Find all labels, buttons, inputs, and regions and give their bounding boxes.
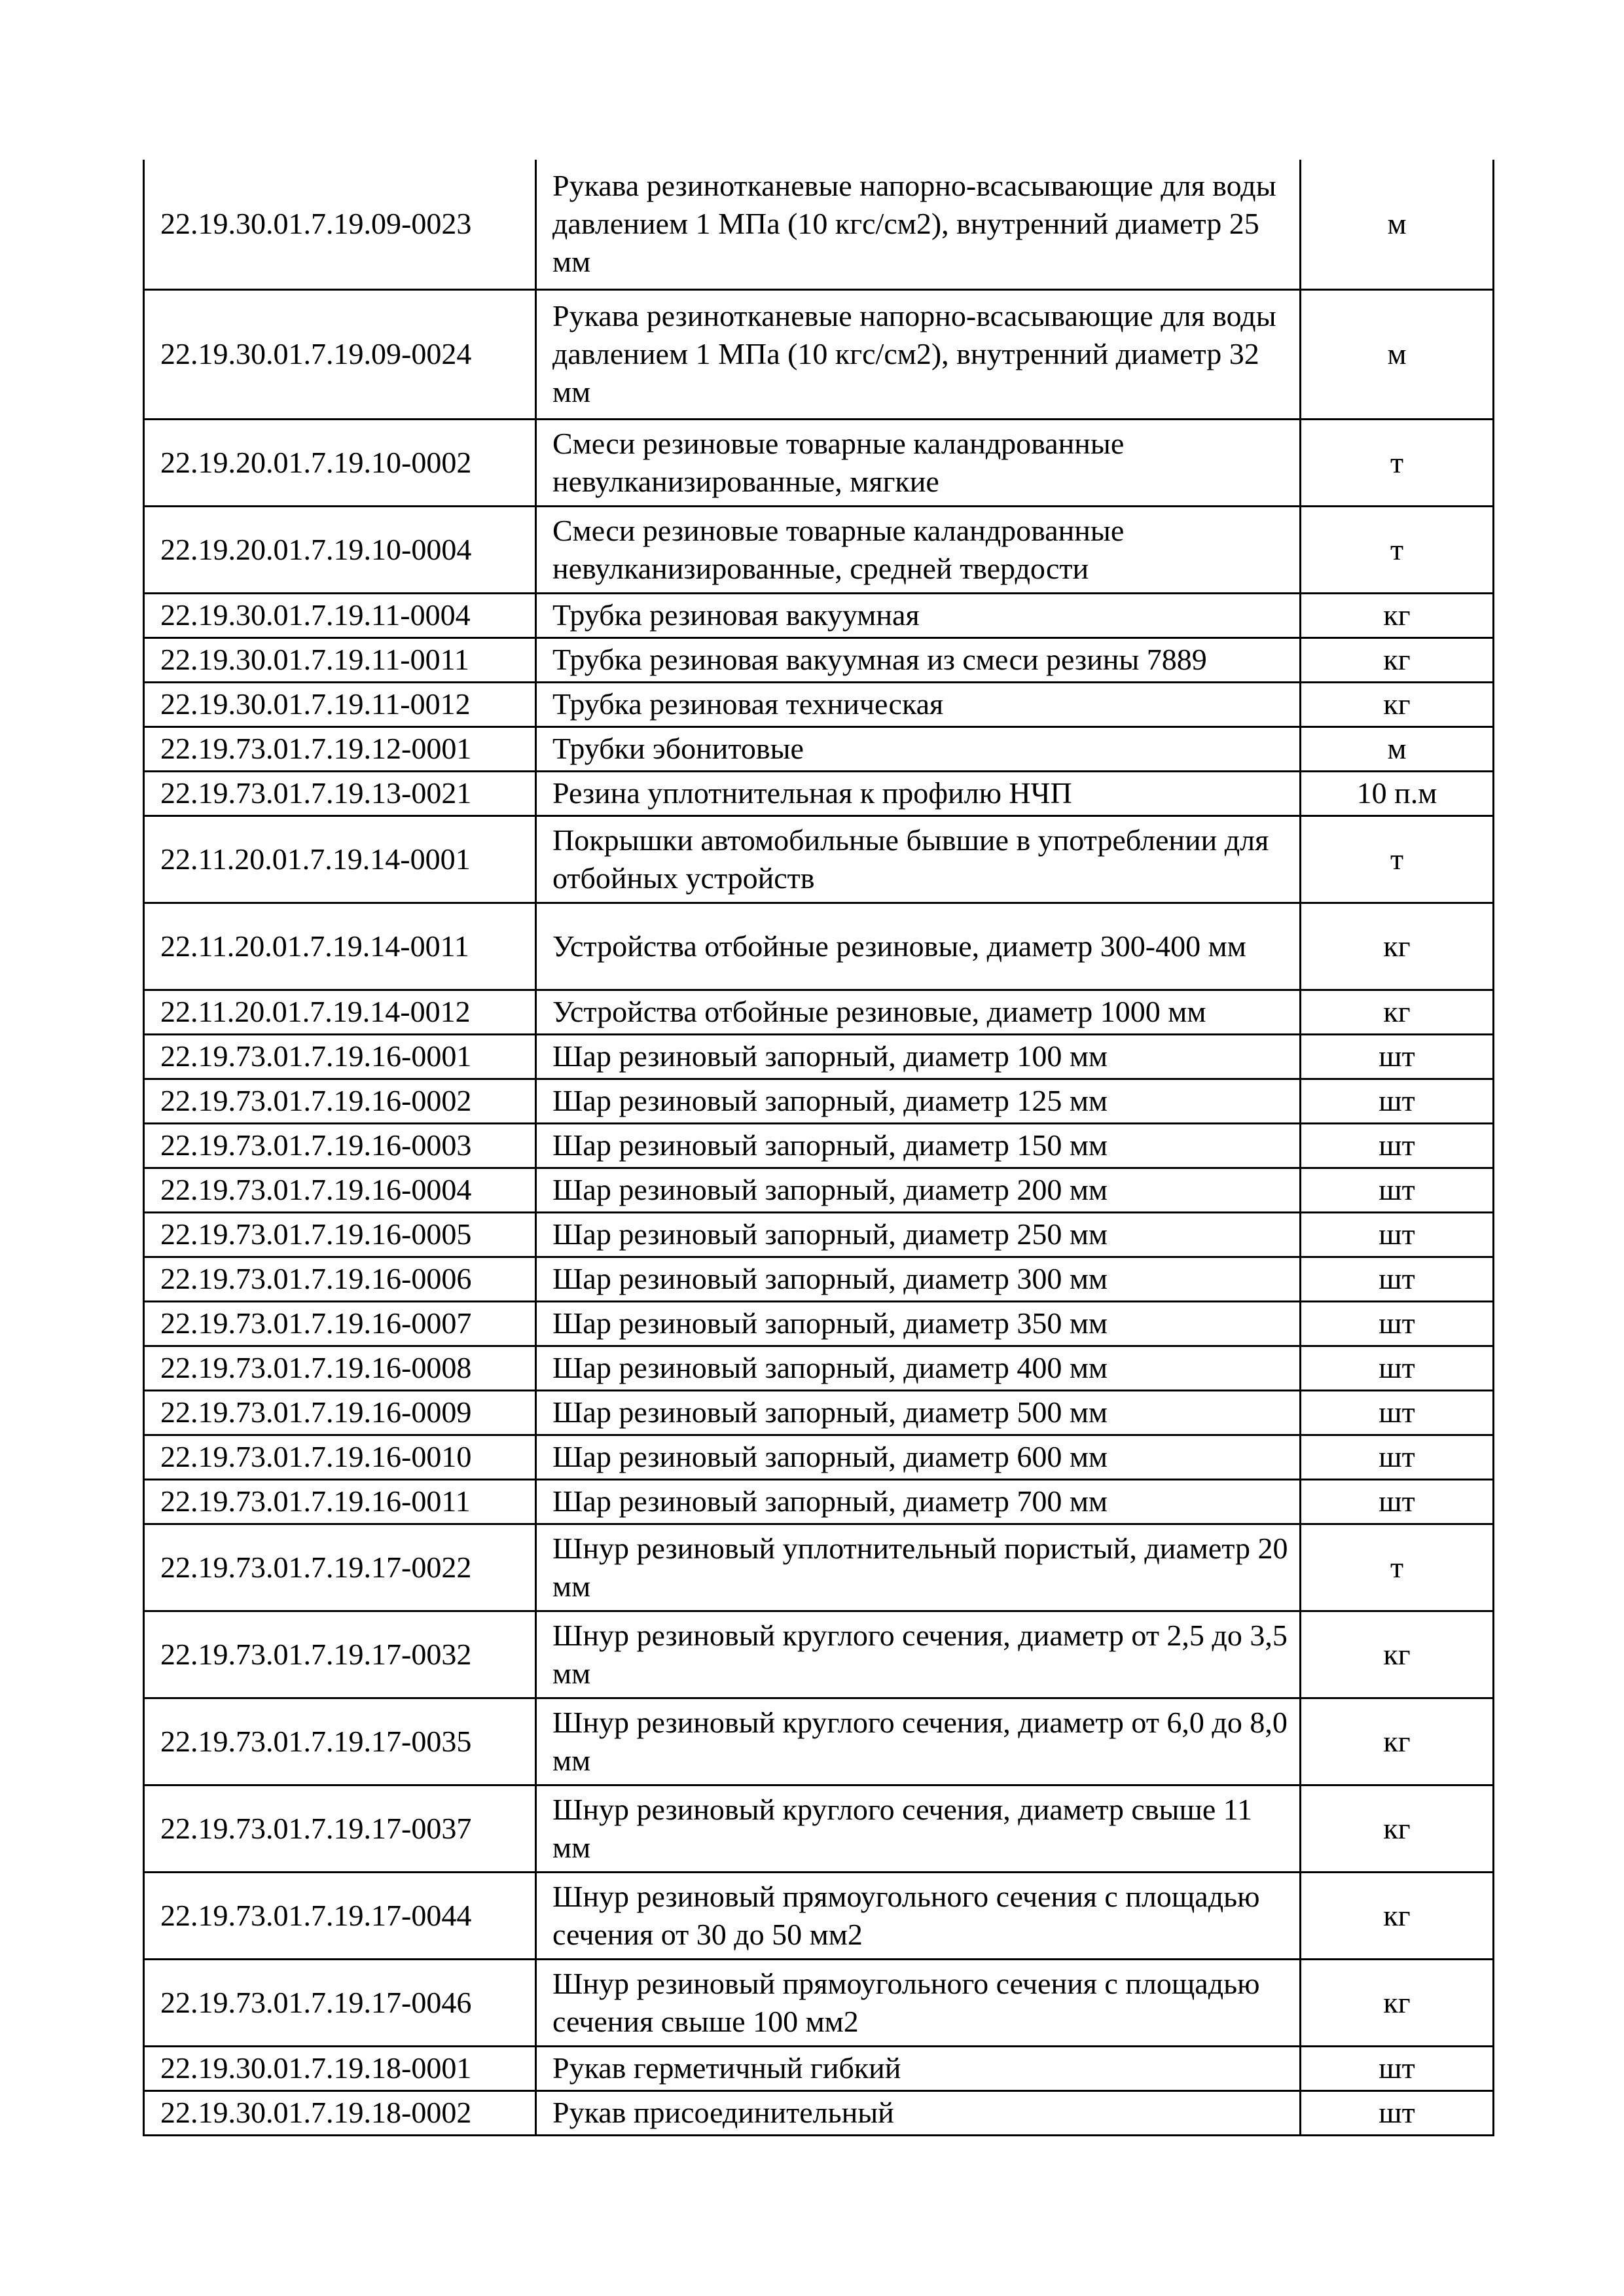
resource-unit: шт (1301, 1034, 1494, 1079)
resource-unit: шт (1301, 1390, 1494, 1435)
resource-code: 22.19.30.01.7.19.18-0002 (144, 2090, 536, 2135)
table-row (144, 816, 1494, 903)
table-row (144, 1301, 1494, 1346)
resource-unit: кг (1301, 903, 1494, 990)
resource-unit: кг (1301, 1611, 1494, 1698)
resource-code: 22.19.73.01.7.19.13-0021 (144, 771, 536, 816)
resource-unit: т (1301, 419, 1494, 506)
table-row (144, 1123, 1494, 1168)
resource-code: 22.19.73.01.7.19.17-0037 (144, 1785, 536, 1872)
resource-table (143, 160, 1494, 2136)
table-row (144, 1611, 1494, 1698)
resource-unit: шт (1301, 1123, 1494, 1168)
table-row (144, 2046, 1494, 2090)
resource-code: 22.19.73.01.7.19.17-0032 (144, 1611, 536, 1698)
resource-code: 22.19.30.01.7.19.09-0023 (144, 160, 536, 289)
resource-name: Шар резиновый запорный, диаметр 100 мм (536, 1034, 1301, 1079)
resource-code: 22.19.73.01.7.19.16-0005 (144, 1212, 536, 1257)
table-row (144, 1346, 1494, 1390)
resource-unit: кг (1301, 1959, 1494, 2046)
resource-name: Шар резиновый запорный, диаметр 200 мм (536, 1168, 1301, 1212)
table-row (144, 419, 1494, 506)
resource-unit: шт (1301, 1257, 1494, 1301)
resource-code: 22.19.73.01.7.19.16-0011 (144, 1479, 536, 1524)
resource-code: 22.19.73.01.7.19.16-0010 (144, 1435, 536, 1479)
resource-name: Трубка резиновая вакуумная из смеси резины 7889 (536, 637, 1301, 682)
table-row (144, 2090, 1494, 2135)
resource-name: Рукав присоединительный (536, 2090, 1301, 2135)
resource-code: 22.19.73.01.7.19.17-0035 (144, 1698, 536, 1785)
resource-code: 22.19.20.01.7.19.10-0002 (144, 419, 536, 506)
table-row (144, 903, 1494, 990)
table-row (144, 1698, 1494, 1785)
table-row (144, 1168, 1494, 1212)
resource-name: Устройства отбойные резиновые, диаметр 300-400 мм (536, 903, 1301, 990)
table-row (144, 506, 1494, 593)
resource-name: Шар резиновый запорный, диаметр 700 мм (536, 1479, 1301, 1524)
resource-name: Шнур резиновый уплотнительный пористый, диаметр 20 мм (536, 1524, 1301, 1611)
resource-code: 22.19.30.01.7.19.11-0004 (144, 593, 536, 637)
table-row (144, 593, 1494, 637)
table-row (144, 1257, 1494, 1301)
resource-code: 22.19.73.01.7.19.16-0003 (144, 1123, 536, 1168)
resource-unit: кг (1301, 1872, 1494, 1959)
resource-code: 22.19.73.01.7.19.16-0009 (144, 1390, 536, 1435)
resource-code: 22.19.73.01.7.19.16-0001 (144, 1034, 536, 1079)
resource-unit: шт (1301, 1079, 1494, 1123)
resource-name: Шар резиновый запорный, диаметр 500 мм (536, 1390, 1301, 1435)
resource-unit: кг (1301, 990, 1494, 1034)
resource-unit: м (1301, 726, 1494, 771)
resource-unit: кг (1301, 1698, 1494, 1785)
resource-unit: шт (1301, 1168, 1494, 1212)
table-row (144, 682, 1494, 726)
resource-unit: кг (1301, 637, 1494, 682)
resource-name: Рукав герметичный гибкий (536, 2046, 1301, 2090)
table-row (144, 1479, 1494, 1524)
resource-unit: шт (1301, 1435, 1494, 1479)
resource-code: 22.19.30.01.7.19.09-0024 (144, 289, 536, 419)
table-body (144, 160, 1494, 2135)
resource-code: 22.19.30.01.7.19.11-0011 (144, 637, 536, 682)
resource-code: 22.11.20.01.7.19.14-0011 (144, 903, 536, 990)
resource-code: 22.19.20.01.7.19.10-0004 (144, 506, 536, 593)
resource-code: 22.19.73.01.7.19.17-0044 (144, 1872, 536, 1959)
resource-name: Шар резиновый запорный, диаметр 150 мм (536, 1123, 1301, 1168)
table-row (144, 1212, 1494, 1257)
table-row (144, 726, 1494, 771)
resource-code: 22.19.30.01.7.19.18-0001 (144, 2046, 536, 2090)
resource-code: 22.19.73.01.7.19.16-0006 (144, 1257, 536, 1301)
resource-unit: шт (1301, 1301, 1494, 1346)
resource-unit: шт (1301, 2046, 1494, 2090)
resource-unit: шт (1301, 1346, 1494, 1390)
resource-name: Шар резиновый запорный, диаметр 600 мм (536, 1435, 1301, 1479)
table-row (144, 160, 1494, 289)
resource-unit: т (1301, 816, 1494, 903)
resource-name: Покрышки автомобильные бывшие в употреблении для отбойных устройств (536, 816, 1301, 903)
resource-code: 22.19.73.01.7.19.16-0007 (144, 1301, 536, 1346)
table-row (144, 1390, 1494, 1435)
resource-name: Рукава резинотканевые напорно-всасывающие для воды давлением 1 МПа (10 кгс/см2), внутренний диаметр 25 мм (536, 160, 1301, 289)
resource-name: Шар резиновый запорный, диаметр 250 мм (536, 1212, 1301, 1257)
resource-name: Шнур резиновый прямоугольного сечения с площадью сечения от 30 до 50 мм2 (536, 1872, 1301, 1959)
resource-name: Рукава резинотканевые напорно-всасывающие для воды давлением 1 МПа (10 кгс/см2), внутренний диаметр 32 мм (536, 289, 1301, 419)
resource-code: 22.19.73.01.7.19.16-0004 (144, 1168, 536, 1212)
resource-name: Шар резиновый запорный, диаметр 400 мм (536, 1346, 1301, 1390)
resource-code: 22.19.73.01.7.19.16-0002 (144, 1079, 536, 1123)
resource-unit: шт (1301, 2090, 1494, 2135)
resource-name: Трубка резиновая техническая (536, 682, 1301, 726)
resource-unit: шт (1301, 1212, 1494, 1257)
resource-name: Шнур резиновый круглого сечения, диаметр от 2,5 до 3,5 мм (536, 1611, 1301, 1698)
resource-name: Шар резиновый запорный, диаметр 300 мм (536, 1257, 1301, 1301)
table-row (144, 1034, 1494, 1079)
resource-unit: т (1301, 506, 1494, 593)
table-row (144, 1079, 1494, 1123)
resource-code: 22.19.30.01.7.19.11-0012 (144, 682, 536, 726)
resource-name: Резина уплотнительная к профилю НЧП (536, 771, 1301, 816)
resource-name: Трубка резиновая вакуумная (536, 593, 1301, 637)
table-row (144, 1785, 1494, 1872)
resource-code: 22.19.73.01.7.19.17-0046 (144, 1959, 536, 2046)
table-row (144, 990, 1494, 1034)
table-row (144, 1435, 1494, 1479)
table-row (144, 637, 1494, 682)
table-row (144, 771, 1494, 816)
table-row (144, 289, 1494, 419)
resource-code: 22.11.20.01.7.19.14-0001 (144, 816, 536, 903)
resource-code: 22.19.73.01.7.19.12-0001 (144, 726, 536, 771)
resource-name: Устройства отбойные резиновые, диаметр 1000 мм (536, 990, 1301, 1034)
table-row (144, 1872, 1494, 1959)
resource-name: Шар резиновый запорный, диаметр 125 мм (536, 1079, 1301, 1123)
resource-unit: кг (1301, 1785, 1494, 1872)
table-row (144, 1524, 1494, 1611)
resource-code: 22.19.73.01.7.19.16-0008 (144, 1346, 536, 1390)
resource-name: Смеси резиновые товарные каландрованные невулканизированные, мягкие (536, 419, 1301, 506)
resource-name: Трубки эбонитовые (536, 726, 1301, 771)
resource-name: Шнур резиновый круглого сечения, диаметр свыше 11 мм (536, 1785, 1301, 1872)
resource-name: Шнур резиновый круглого сечения, диаметр от 6,0 до 8,0 мм (536, 1698, 1301, 1785)
resource-name: Шнур резиновый прямоугольного сечения с площадью сечения свыше 100 мм2 (536, 1959, 1301, 2046)
resource-unit: т (1301, 1524, 1494, 1611)
table-row (144, 1959, 1494, 2046)
resource-name: Шар резиновый запорный, диаметр 350 мм (536, 1301, 1301, 1346)
resource-unit: кг (1301, 593, 1494, 637)
resource-unit: м (1301, 160, 1494, 289)
resource-code: 22.19.73.01.7.19.17-0022 (144, 1524, 536, 1611)
resource-name: Смеси резиновые товарные каландрованные невулканизированные, средней твердости (536, 506, 1301, 593)
resource-unit: 10 п.м (1301, 771, 1494, 816)
resource-unit: м (1301, 289, 1494, 419)
resource-unit: кг (1301, 682, 1494, 726)
resource-code: 22.11.20.01.7.19.14-0012 (144, 990, 536, 1034)
resource-unit: шт (1301, 1479, 1494, 1524)
